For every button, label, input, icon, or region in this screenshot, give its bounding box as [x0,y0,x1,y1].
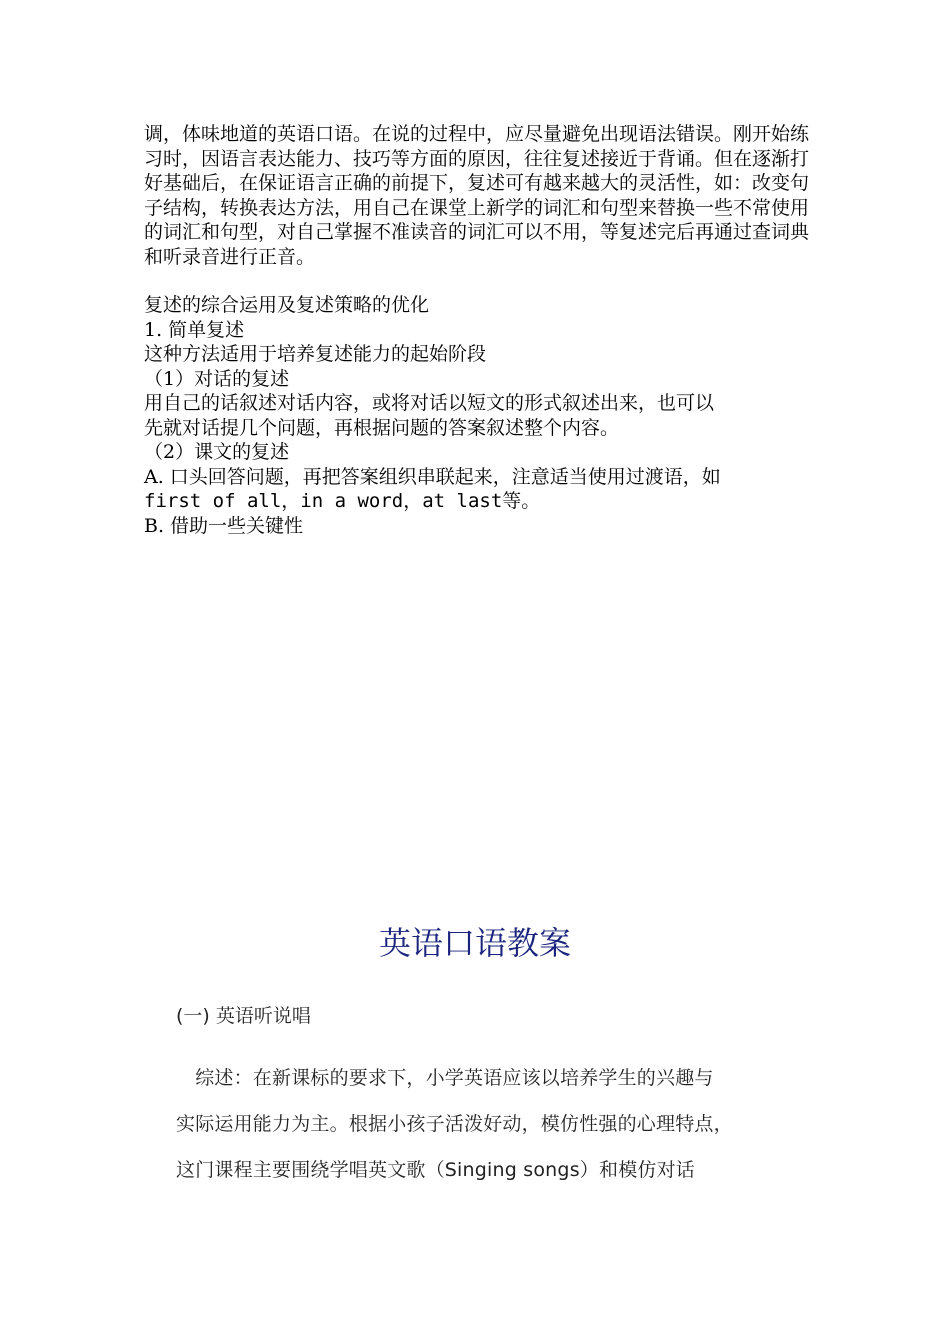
subitem-1-heading: （1）对话的复述 [144,367,290,390]
summary-line-1: 综述：在新课标的要求下，小学英语应该以培养学生的兴趣与 [176,1067,714,1089]
summary-line-3: 这门课程主要围绕学唱英文歌（Singing songs）和模仿对话 [176,1159,695,1181]
subitem-2-heading: （2）课文的复述 [144,441,290,463]
item-1-heading: 1. 简单复述 [144,318,245,341]
section-heading: 复述的综合运用及复述策略的优化 [144,294,430,316]
subitem-1-description-line-2: 先就对话提几个问题，再根据问题的答案叙述整个内容。 [144,416,620,439]
item-a-line-2 [144,489,810,514]
upper-text-block [144,122,810,538]
summary-block [176,1055,810,1193]
section-label: (一) 英语听说唱 [176,1005,311,1027]
paragraph-gap [144,269,810,293]
summary-line-2: 实际运用能力为主。根据小孩子活泼好动，模仿性强的心理特点， [176,1113,733,1135]
item-1-description: 这种方法适用于培养复述能力的起始阶段 [144,343,487,365]
subitem-1-description-line-1: 用自己的话叙述对话内容，或将对话以短文的形式叙述出来，也可以 [144,392,715,414]
item-a-line-1: A. 口头回答问题，再把答案组织串联起来，注意适当使用过渡语，如 [144,465,721,488]
item-a-suffix: 等。 [502,490,541,512]
item-a-english-phrase: first of all，in a word，at last [144,490,503,512]
item-b-line: B. 借助一些关键性 [144,514,304,537]
retelling-paragraph: 调，体味地道的英语口语。在说的过程中，应尽量避免出现语法错误。刚开始练习时，因语言表达能力、技巧等方面的原因，往往复述接近于背诵。但在逐渐打好基础后，在保证语言正确的前提下，复述可有越来越大的灵活性，如：改变句子结构，转换表达方法，用自己在课堂上新学的词汇和句型来替换一些不常使用的词汇和句型，对自己掌握不准读音的词汇可以不用，等复述完后再通过查词典和听录音进行正音。 [144,123,810,268]
lesson-plan-title: 英语口语教案 [378,924,571,962]
